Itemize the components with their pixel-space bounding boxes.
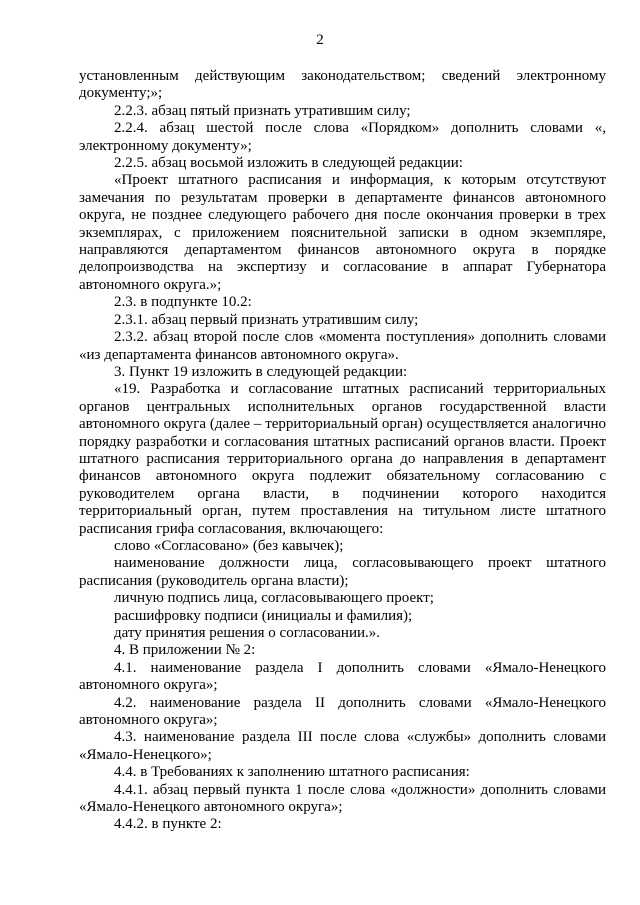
page-number: 2 <box>316 32 324 48</box>
document-paragraph: 3. Пункт 19 изложить в следующей редакции: <box>114 363 408 380</box>
document-paragraph: 2.2.5. абзац восьмой изложить в следующей редакции: <box>114 155 463 172</box>
document-paragraph: 4.4.1. абзац первый пункта 1 после слова «должности» дополнить словами «Ямало-Ненецкого автономного округа»; <box>79 781 606 816</box>
document-paragraph: 2.3. в подпункте 10.2: <box>114 294 252 311</box>
document-paragraph: слово «Согласовано» (без кавычек); <box>114 537 344 554</box>
document-paragraph: 2.3.1. абзац первый признать утратившим силу; <box>114 311 419 328</box>
document-paragraph: дату принятия решения о согласовании.». <box>114 625 381 641</box>
document-paragraph: 4.1. наименование раздела I дополнить словами «Ямало-Ненецкого автономного округа»; <box>79 659 606 694</box>
document-paragraph: «Проект штатного расписания и информация, к которым отсутствуют замечания по результатам проверки в департаменте финансов автономного округа, не позднее следующего рабочего дня после окончания проверки в трех экземплярах, с приложением пояснительной записки в одном экземпляре, направляются департаментом финансов автономного округа в порядке делопроизводства на экспертизу и согласование в аппарат Губернатора автономного округа.»; <box>79 172 606 293</box>
document-paragraph: «19. Разработка и согласование штатных расписаний территориальных органов центральных исполнительных органов государственной власти автономного округа (далее – территориальный орган) осуществляется аналогично порядку разработки и согласования штатных расписаний органов власти. Проект штатного расписания территориального органа до направления в департамент финансов автономного округа подлежит обязательному согласованию с руководителем органа власти, в подчинении которого находится территориальный орган, путем проставления на титульном листе штатного расписания грифа согласования, включающего: <box>79 381 606 537</box>
document-body <box>79 68 606 834</box>
document-paragraph: личную подпись лица, согласовывающего проект; <box>114 590 434 607</box>
document-paragraph: 2.2.4. абзац шестой после слова «Порядком» дополнить словами «, электронному документу»; <box>79 120 606 154</box>
document-paragraph: расшифровку подписи (инициалы и фамилия); <box>114 607 413 624</box>
document-paragraph: 4.4.2. в пункте 2: <box>114 816 222 833</box>
document-paragraph: 4.2. наименование раздела II дополнить словами «Ямало-Ненецкого автономного округа»; <box>79 694 606 729</box>
document-paragraph: 2.2.3. абзац пятый признать утратившим силу; <box>114 102 411 119</box>
document-paragraph: наименование должности лица, согласовывающего проект штатного расписания (руководитель органа власти); <box>79 555 606 589</box>
document-paragraph: 4. В приложении № 2: <box>114 642 256 659</box>
document-paragraph: 4.3. наименование раздела III после слова «службы» дополнить словами «Ямало-Ненецкого»; <box>79 729 606 763</box>
document-paragraph: установленным действующим законодательством; сведений электронному документу;»; <box>79 68 606 102</box>
document-paragraph: 4.4. в Требованиях к заполнению штатного расписания: <box>114 764 470 781</box>
document-paragraph: 2.3.2. абзац второй после слов «момента поступления» дополнить словами «из департамента финансов автономного округа». <box>79 329 606 363</box>
